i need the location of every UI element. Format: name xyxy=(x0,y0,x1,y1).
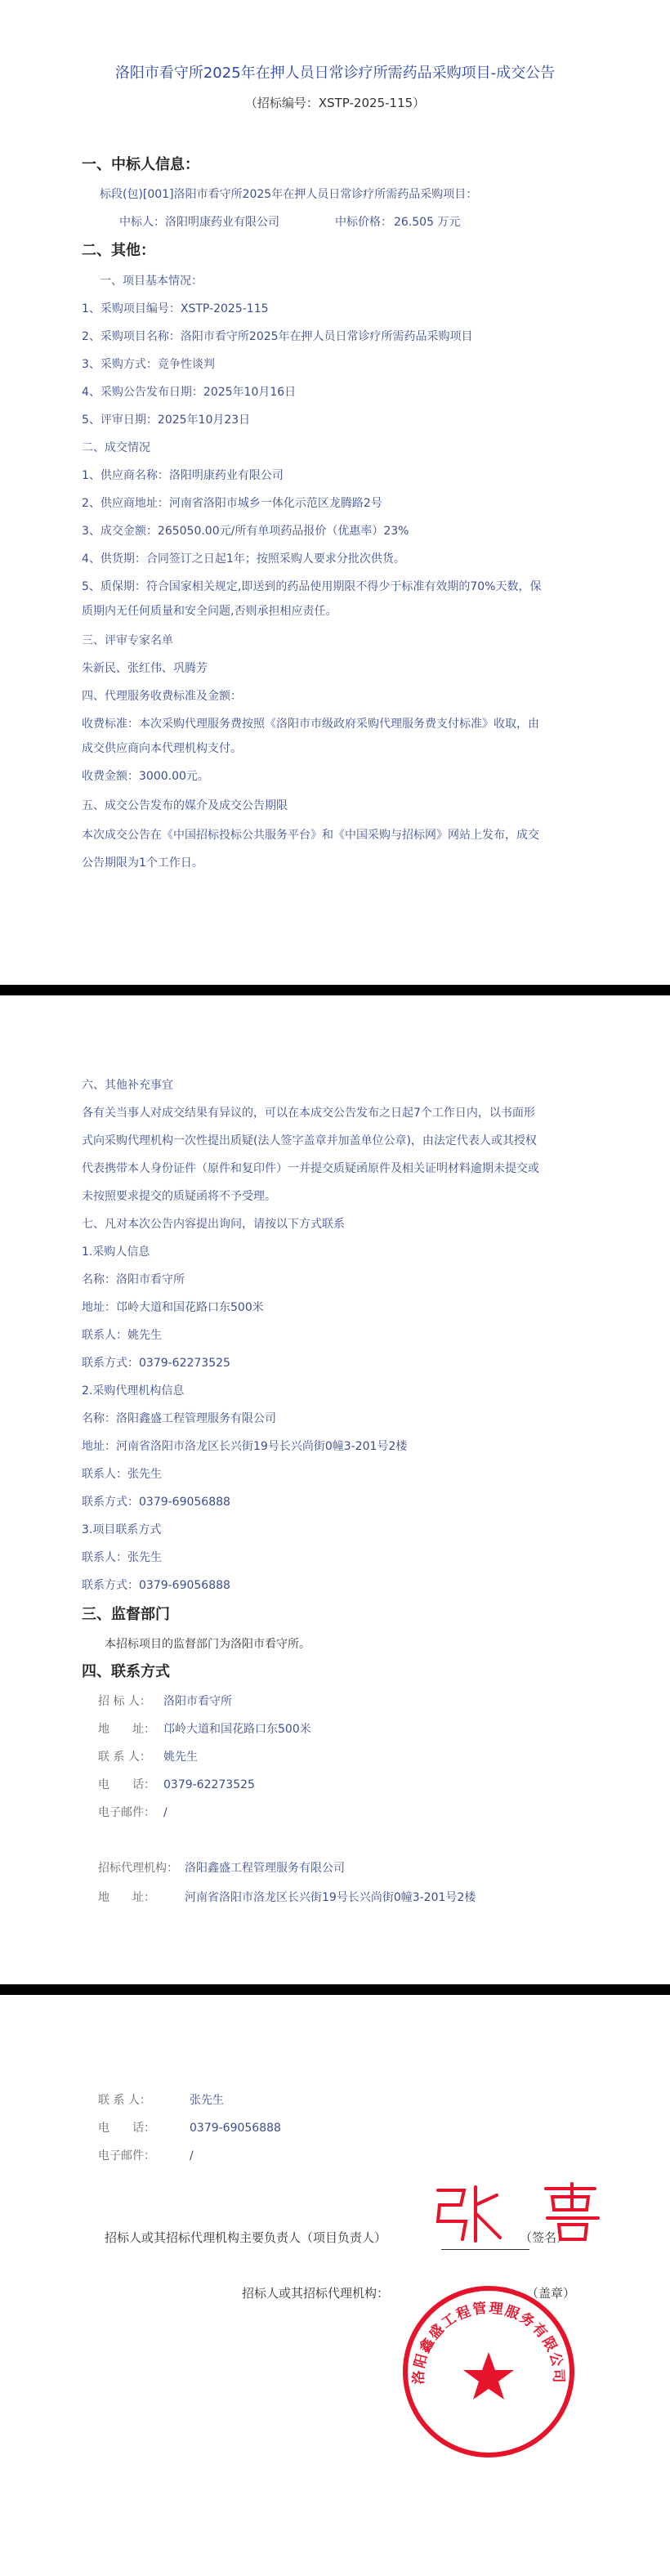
paragraph-line: 未按照要求提交的质疑函将不予受理。 xyxy=(82,1190,276,1203)
list-item: 4、采购公告发布日期：2025年10月16日 xyxy=(82,386,297,399)
field-label: 招标代理机构： xyxy=(98,1862,178,1875)
handwritten-signature xyxy=(431,2180,619,2257)
seal-arc-text: 洛阳鑫盛工程管理服务有限公司 xyxy=(410,2300,567,2385)
field-value: 0379-69056888 xyxy=(190,2122,281,2135)
fee-standard-continued: 成交供应商向本代理机构支付。 xyxy=(82,742,242,755)
field-value: 河南省洛阳市洛龙区长兴街19号长兴尚街0幢3-201号2楼 xyxy=(185,1891,476,1904)
signature-line-label: 招标人或其招标代理机构主要负责人（项目负责人） xyxy=(105,2230,387,2245)
field-label: 电 话： xyxy=(98,2122,155,2135)
list-item: 2、供应商地址：河南省洛阳市城乡一体化示范区龙腾路2号 xyxy=(82,497,382,510)
section-heading: 四、联系方式 xyxy=(82,1663,170,1680)
list-item: 5、质保期：符合国家相关规定,即送到的药品使用期限不得少于标准有效期的70%天数，保 xyxy=(82,580,542,593)
document-subtitle: （招标编号：XSTP-2025-115） xyxy=(244,96,426,110)
field-label: 招 标 人： xyxy=(98,1695,151,1708)
list-item: 3、成交金额：265050.00元/所有单项药品报价（优惠率）23% xyxy=(82,525,409,538)
fee-amount: 收费金额：3000.00元。 xyxy=(82,770,209,783)
price-value: 26.505 万元 xyxy=(394,216,461,229)
page-3 xyxy=(0,1996,670,2576)
subsection-heading: 二、成交情况 xyxy=(82,441,150,454)
contact-group-heading: 2.采购代理机构信息 xyxy=(82,1384,185,1398)
subsection-heading: 六、其他补充事宜 xyxy=(82,1079,173,1092)
subsection-heading: 一、项目基本情况： xyxy=(100,275,203,288)
page-1 xyxy=(0,0,670,985)
field-value: 0379-62273525 xyxy=(163,1778,255,1791)
list-item: 5、评审日期：2025年10月23日 xyxy=(82,414,251,427)
section-heading: 三、监督部门 xyxy=(82,1606,170,1623)
subsection-heading: 三、评审专家名单 xyxy=(82,634,173,647)
section-heading: 一、中标人信息： xyxy=(82,156,199,173)
list-item: 2、采购项目名称：洛阳市看守所2025年在押人员日常诊疗所需药品采购项目 xyxy=(82,330,473,343)
signature-drawing xyxy=(431,2180,619,2246)
field-value: 洛阳鑫盛工程管理服务有限公司 xyxy=(185,1862,345,1875)
paragraph-line: 式向采购代理机构一次性提出质疑(法人签字盖章并加盖单位公章)，由法定代表人或其授权 xyxy=(82,1134,537,1147)
agent-address: 地址：河南省洛阳市洛龙区长兴街19号长兴尚街0幢3-201号2楼 xyxy=(82,1440,408,1453)
field-value: 姚先生 xyxy=(163,1751,198,1764)
media-text: 本次成交公告在《中国招标投标公共服务平台》和《中国采购与招标网》网站上发布，成交 xyxy=(82,829,539,842)
page-2 xyxy=(0,995,670,1984)
buyer-address: 地址：邙岭大道和国花路口东500米 xyxy=(82,1301,264,1314)
field-label: 地 址： xyxy=(98,1723,155,1736)
subsection-heading: 四、代理服务收费标准及金额： xyxy=(82,690,242,703)
project-contact: 联系人：张先生 xyxy=(82,1551,162,1564)
list-item: 1、供应商名称：洛阳明康药业有限公司 xyxy=(82,469,284,482)
page-separator xyxy=(0,1984,670,1995)
field-value: / xyxy=(190,2149,194,2162)
field-value: / xyxy=(163,1806,168,1819)
agent-contact: 联系人：张先生 xyxy=(82,1468,162,1481)
seal-line-label: 招标人或其招标代理机构： xyxy=(242,2286,390,2301)
subsection-heading: 七、凡对本次公告内容提出询问，请按以下方式联系 xyxy=(82,1218,345,1231)
field-value: 张先生 xyxy=(190,2094,224,2107)
project-phone: 联系方式：0379-69056888 xyxy=(82,1579,230,1592)
seal-suffix: （盖章） xyxy=(526,2286,576,2301)
page-separator xyxy=(0,985,670,995)
supervision-text: 本招标项目的监督部门为洛阳市看守所。 xyxy=(105,1638,310,1651)
buyer-name: 名称：洛阳市看守所 xyxy=(82,1273,185,1286)
experts-list: 朱新民、张红伟、巩腾芳 xyxy=(82,662,208,675)
field-label: 地 址： xyxy=(98,1891,155,1904)
subsection-heading: 五、成交公告发布的媒介及成交公告期限 xyxy=(82,799,288,812)
field-label: 电 话： xyxy=(98,1778,155,1791)
winner-value: 洛阳明康药业有限公司 xyxy=(165,216,279,229)
agent-name: 名称：洛阳鑫盛工程管理服务有限公司 xyxy=(82,1412,276,1425)
contact-group-heading: 1.采购人信息 xyxy=(82,1246,150,1259)
agent-phone: 联系方式：0379-69056888 xyxy=(82,1496,230,1509)
winner-label: 中标人： xyxy=(119,216,165,229)
paragraph-line: 各有关当事人对成交结果有异议的，可以在本成交公告发布之日起7个工作日内，以书面形 xyxy=(82,1107,535,1120)
paragraph-line: 代表携带本人身份证件（原件和复印件）一并提交质疑函原件及相关证明材料逾期未提交或 xyxy=(82,1162,539,1175)
field-label: 电子邮件： xyxy=(98,2149,155,2162)
field-value: 洛阳市看守所 xyxy=(163,1695,232,1708)
list-item-continued: 质期内无任何质量和安全问题,否则承担相应责任。 xyxy=(82,605,337,618)
company-seal xyxy=(399,2282,578,2465)
field-label: 联 系 人： xyxy=(98,1751,151,1764)
contact-group-heading: 3.项目联系方式 xyxy=(82,1523,162,1536)
media-text-continued: 公告期限为1个工作日。 xyxy=(82,856,203,870)
list-item: 4、供货期：合同签订之日起1年；按照采购人要求分批次供货。 xyxy=(82,552,405,566)
price-label: 中标价格： xyxy=(335,216,392,229)
field-label: 电子邮件： xyxy=(98,1806,155,1819)
document-title: 洛阳市看守所2025年在押人员日常诊疗所需药品采购项目-成交公告 xyxy=(114,65,556,82)
buyer-contact: 联系人：姚先生 xyxy=(82,1329,162,1342)
list-item: 3、采购方式：竞争性谈判 xyxy=(82,358,215,371)
signature-suffix: （签名） xyxy=(520,2230,570,2245)
list-item: 1、采购项目编号：XSTP-2025-115 xyxy=(82,302,269,315)
fee-standard: 收费标准：本次采购代理服务费按照《洛阳市市级政府采购代理服务费支付标准》收取，由 xyxy=(82,718,539,731)
field-label: 联 系 人： xyxy=(98,2094,151,2107)
field-value: 邙岭大道和国花路口东500米 xyxy=(163,1723,311,1736)
buyer-phone: 联系方式：0379-62273525 xyxy=(82,1357,230,1370)
lot-line: 标段(包)[001]洛阳市看守所2025年在押人员日常诊疗所需药品采购项目： xyxy=(100,188,478,201)
seal-drawing xyxy=(399,2282,578,2462)
section-heading: 二、其他： xyxy=(82,242,155,259)
